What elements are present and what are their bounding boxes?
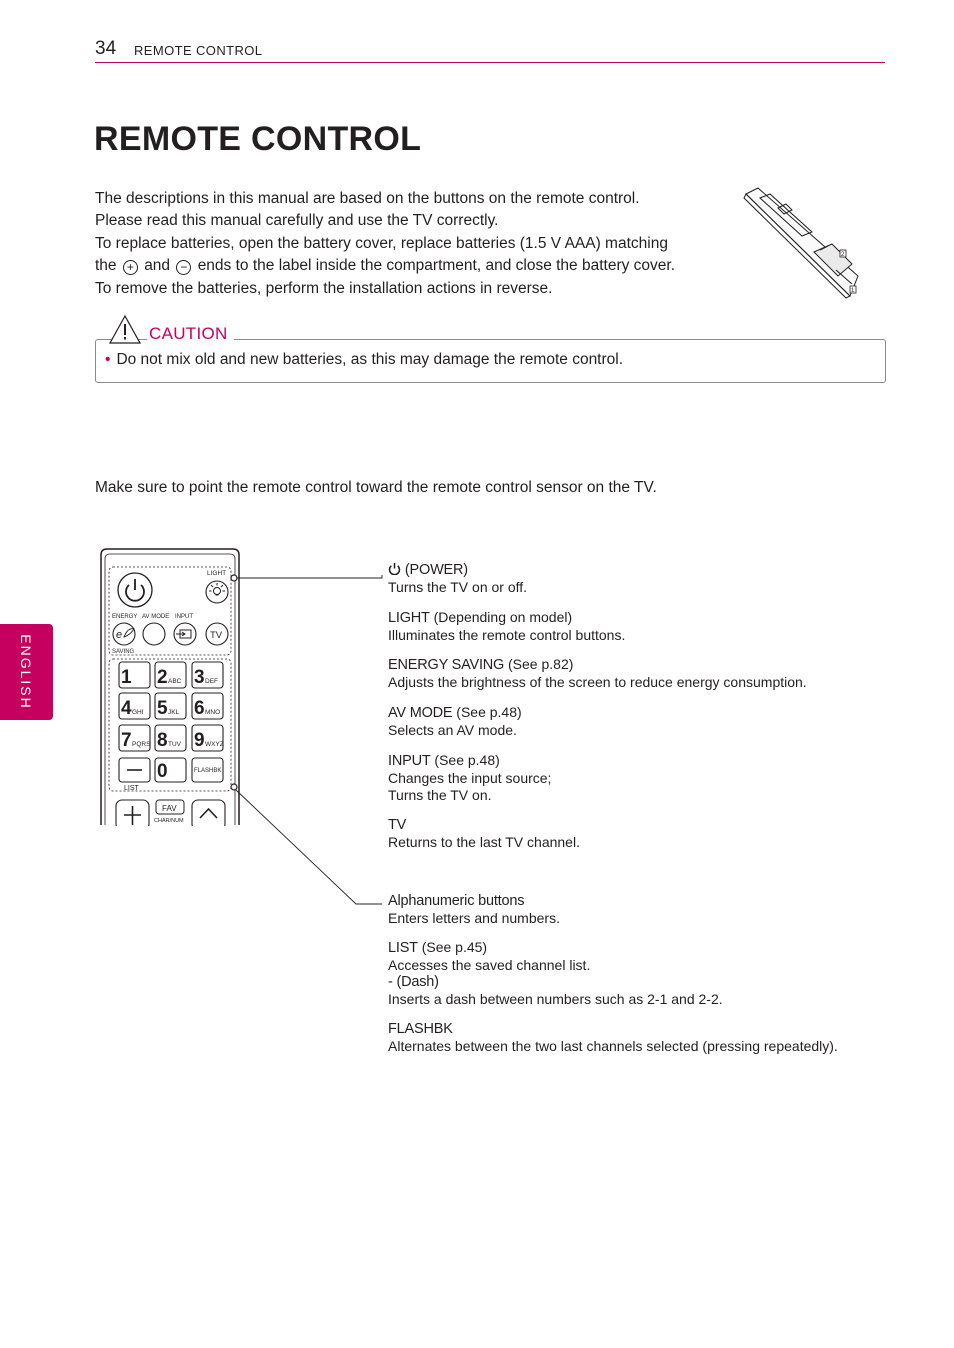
flashbk-label: FLASHBK: [194, 768, 222, 774]
description-power: (POWER) Turns the TV on or off.: [388, 562, 528, 595]
intro-line: The descriptions in this manual are based on the buttons on the remote control.: [95, 190, 640, 207]
caution-title: CAUTION: [147, 324, 234, 344]
av-mode-label: AV MODE: [142, 614, 170, 620]
av-mode-button: [143, 623, 165, 645]
description-light: LIGHT (Depending on model) Illuminates the remote control buttons.: [388, 609, 626, 643]
key-number: 8: [157, 730, 168, 751]
description-flashbk: FLASHBK Alternates between the two last channels selected (pressing repeatedly).: [388, 1021, 838, 1054]
description-av-mode: AV MODE (See p.48) Selects an AV mode.: [388, 704, 522, 738]
light-label: LIGHT: [207, 570, 227, 577]
intro-line: To replace batteries, open the battery cover, replace batteries (1.5 V AAA) matching: [95, 234, 668, 252]
key-letters: ABC: [168, 678, 182, 685]
input-label: INPUT: [175, 614, 193, 620]
energy-label: ENERGY: [112, 614, 138, 620]
tv-label: TV: [210, 630, 223, 641]
intro-line: Please read this manual carefully and use the TV correctly.: [95, 212, 499, 230]
callout-lines: [225, 565, 395, 910]
numeric-keypad: [119, 662, 224, 751]
channel-up-button: [192, 800, 225, 830]
remote-control-illustration: [96, 545, 246, 830]
intro-paragraph: [95, 188, 735, 300]
key-number: 4: [121, 698, 132, 719]
remote-battery-illustration: [740, 184, 870, 304]
battery-label: 2: [841, 252, 845, 258]
pointing-instruction: Make sure to point the remote control toward the remote control sensor on the TV.: [95, 479, 657, 496]
bullet-icon: •: [105, 351, 111, 368]
key-letters: WXYZ: [205, 741, 224, 748]
caution-item: • Do not mix old and new batteries, as this may damage the remote control.: [105, 351, 624, 368]
description-alphanumeric: Alphanumeric buttons Enters letters and numbers.: [388, 893, 560, 926]
page-number: 34: [95, 38, 117, 59]
leaf-icon: e: [116, 629, 123, 641]
key-letters: DEF: [205, 678, 218, 685]
description-tv: TV Returns to the last TV channel.: [388, 817, 580, 850]
battery-label: 1: [851, 288, 855, 294]
key-number: 3: [194, 667, 205, 688]
key-letters: PQRS: [132, 741, 151, 748]
key-letters: JKL: [168, 709, 180, 716]
saving-label: SAVING: [112, 649, 135, 655]
warning-icon: [108, 314, 142, 346]
power-icon: [388, 562, 401, 575]
key-letters: MNO: [205, 709, 221, 716]
language-tab-label: ENGLISH: [18, 634, 34, 710]
key-number: 5: [157, 698, 168, 719]
minus-icon: −: [176, 260, 191, 275]
intro-line: To remove the batteries, perform the installation actions in reverse.: [95, 279, 553, 297]
key-number: 7: [121, 730, 132, 751]
key-number: 2: [157, 667, 168, 688]
key-number: 6: [194, 698, 205, 719]
plus-icon: +: [123, 260, 138, 275]
key-letters: GHI: [132, 709, 144, 716]
key-number: 1: [121, 667, 132, 688]
description-input: INPUT (See p.48) Changes the input source; Turns the TV on.: [388, 752, 552, 803]
char-num-label: CHAR/NUM: [154, 818, 184, 824]
fav-label: FAV: [162, 804, 177, 813]
header-divider: [95, 62, 885, 63]
intro-line: the + and − ends to the label inside the compartment, and close the battery cover.: [95, 257, 676, 275]
key-number: 0: [157, 761, 168, 782]
header-section-label: REMOTE CONTROL: [134, 43, 263, 58]
key-letters: TUV: [168, 741, 181, 748]
description-list: LIST (See p.45) Accesses the saved channel list. - (Dash) Inserts a dash between numbers such as 2-1 and 2-2.: [388, 939, 723, 1007]
description-energy-saving: ENERGY SAVING (See p.82) Adjusts the brightness of the screen to reduce energy consumption.: [388, 656, 807, 690]
page-title: REMOTE CONTROL: [94, 120, 422, 158]
list-label: LIST: [124, 785, 139, 792]
key-number: 9: [194, 730, 205, 751]
